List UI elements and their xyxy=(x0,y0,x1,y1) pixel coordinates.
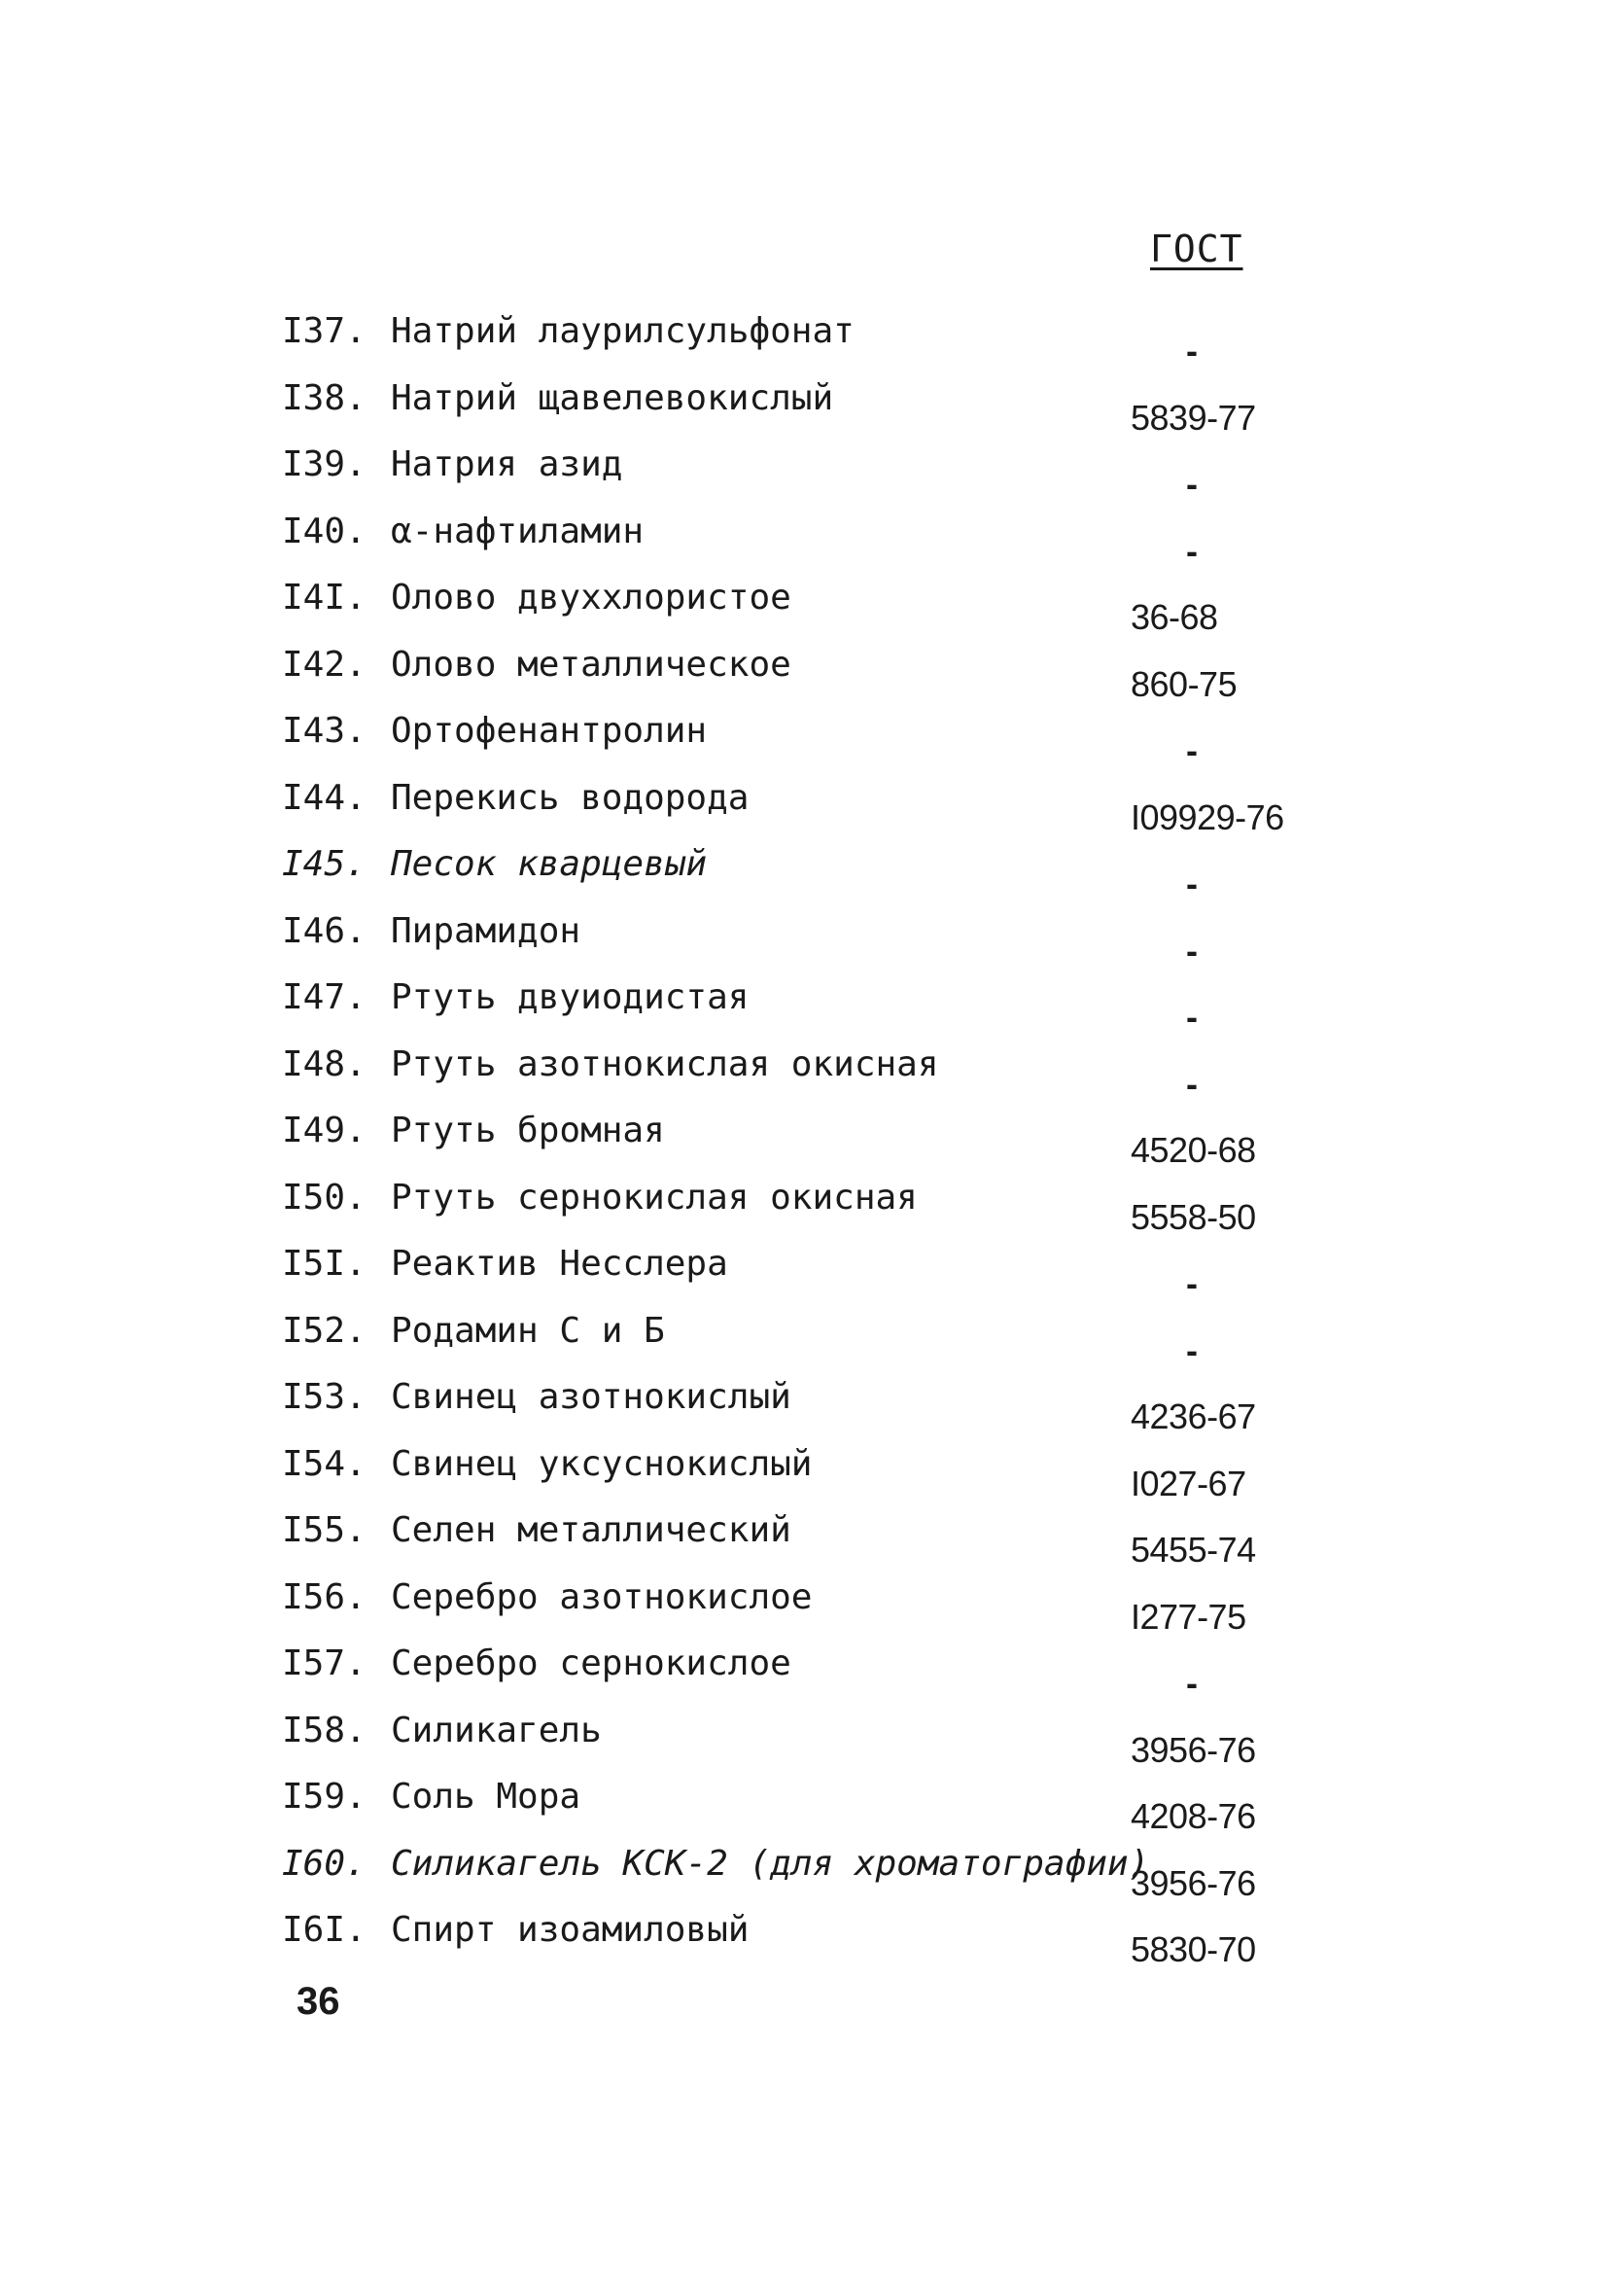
list-item xyxy=(282,1910,1351,1977)
item-number: I58. xyxy=(282,1710,367,1750)
item-name: Селен металлический xyxy=(391,1510,791,1550)
list-item xyxy=(282,1178,1351,1245)
item-number: I50. xyxy=(282,1177,367,1218)
item-gost: 5839-77 xyxy=(1131,397,1256,438)
item-number: I46. xyxy=(282,910,367,951)
item-gost: 5558-50 xyxy=(1131,1196,1256,1237)
item-gost: 860-75 xyxy=(1131,663,1238,704)
item-number: I45. xyxy=(282,844,367,884)
item-number: I55. xyxy=(282,1510,367,1550)
item-gost: - xyxy=(1186,530,1198,571)
item-gost: I277-75 xyxy=(1131,1596,1246,1637)
list-item xyxy=(282,1777,1351,1844)
item-number: I48. xyxy=(282,1043,367,1084)
list-item xyxy=(282,1311,1351,1378)
item-name: Соль Мора xyxy=(391,1777,581,1817)
list-item xyxy=(282,844,1351,911)
list-item xyxy=(282,1711,1351,1778)
gost-column-header: ГОСТ xyxy=(1150,228,1243,270)
item-gost: - xyxy=(1186,930,1198,971)
item-number: I52. xyxy=(282,1310,367,1351)
item-name: Силикагель xyxy=(391,1710,602,1750)
list-item xyxy=(282,1111,1351,1178)
list-item xyxy=(282,1844,1351,1911)
item-name: α-нафтиламин xyxy=(391,511,645,551)
item-number: I60. xyxy=(282,1843,367,1884)
item-gost: 36-68 xyxy=(1131,597,1218,637)
item-gost: I09929-76 xyxy=(1131,796,1284,837)
list-item xyxy=(282,977,1351,1044)
item-gost: 4208-76 xyxy=(1131,1796,1256,1836)
item-gost: - xyxy=(1186,1263,1198,1303)
item-name: Свинец азотнокислый xyxy=(391,1377,791,1417)
item-gost: - xyxy=(1186,864,1198,903)
item-name: Ртуть двуиодистая xyxy=(391,977,750,1017)
list-item xyxy=(282,1510,1351,1577)
list-item xyxy=(282,1444,1351,1511)
item-name: Ртуть азотнокислая окисная xyxy=(391,1043,939,1084)
item-number: I5I. xyxy=(282,1244,367,1284)
list-item xyxy=(282,1244,1351,1311)
item-gost: 3956-76 xyxy=(1131,1862,1256,1903)
item-name: Пирамидон xyxy=(391,910,581,951)
item-gost: I027-67 xyxy=(1131,1463,1246,1503)
list-item xyxy=(282,578,1351,645)
list-item xyxy=(282,911,1351,978)
item-number: I44. xyxy=(282,777,367,818)
item-number: I4I. xyxy=(282,578,367,618)
item-name: Силикагель КСК-2 (для хроматографии) xyxy=(391,1843,1150,1884)
list-item xyxy=(282,512,1351,579)
item-name: Олово металлическое xyxy=(391,644,791,685)
list-item xyxy=(282,1577,1351,1644)
item-number: I53. xyxy=(282,1377,367,1417)
item-number: I37. xyxy=(282,311,367,351)
item-gost: - xyxy=(1186,997,1198,1037)
item-name: Олово двуххлористое xyxy=(391,578,791,618)
list-item xyxy=(282,378,1351,445)
item-number: I49. xyxy=(282,1111,367,1150)
list-item xyxy=(282,1643,1351,1711)
item-gost: 3956-76 xyxy=(1131,1729,1256,1770)
list-item xyxy=(282,778,1351,845)
item-name: Родамин С и Б xyxy=(391,1310,665,1351)
item-number: I39. xyxy=(282,444,367,484)
list-item xyxy=(282,311,1351,378)
item-name: Серебро азотнокислое xyxy=(391,1576,813,1617)
item-gost: 5830-70 xyxy=(1131,1929,1256,1969)
item-gost: 4520-68 xyxy=(1131,1130,1256,1170)
item-name: Ртуть бромная xyxy=(391,1111,665,1150)
item-number: I57. xyxy=(282,1643,367,1683)
list-item xyxy=(282,645,1351,712)
item-gost: - xyxy=(1186,464,1198,504)
item-name: Натрий лаурилсульфонат xyxy=(391,311,855,351)
item-number: I47. xyxy=(282,977,367,1017)
item-name: Спирт изоамиловый xyxy=(391,1910,750,1950)
item-name: Песок кварцевый xyxy=(391,844,708,884)
item-number: I43. xyxy=(282,711,367,751)
item-number: I42. xyxy=(282,644,367,685)
item-number: I59. xyxy=(282,1777,367,1817)
item-name: Натрия азид xyxy=(391,444,623,484)
item-name: Перекись водорода xyxy=(391,777,750,818)
item-name: Реактив Несслера xyxy=(391,1244,728,1284)
item-gost: - xyxy=(1186,331,1198,371)
item-gost: 5455-74 xyxy=(1131,1530,1256,1570)
item-number: I6I. xyxy=(282,1910,367,1950)
list-item xyxy=(282,711,1351,778)
item-number: I56. xyxy=(282,1576,367,1617)
item-gost: - xyxy=(1186,1329,1198,1370)
list-item xyxy=(282,1044,1351,1112)
item-name: Серебро сернокислое xyxy=(391,1643,791,1683)
item-number: I54. xyxy=(282,1443,367,1484)
item-name: Ртуть сернокислая окисная xyxy=(391,1177,918,1218)
reagent-list xyxy=(282,311,1351,1977)
item-gost: - xyxy=(1186,1063,1198,1104)
item-name: Натрий щавелевокислый xyxy=(391,377,834,418)
list-item xyxy=(282,444,1351,512)
item-gost: - xyxy=(1186,1663,1198,1703)
item-number: I40. xyxy=(282,511,367,551)
page-number: 36 xyxy=(297,1980,340,2023)
list-item xyxy=(282,1377,1351,1444)
item-gost: 4236-67 xyxy=(1131,1396,1256,1436)
item-number: I38. xyxy=(282,377,367,418)
item-name: Свинец уксуснокислый xyxy=(391,1443,813,1484)
item-gost: - xyxy=(1186,730,1198,770)
item-name: Ортофенантролин xyxy=(391,711,708,751)
